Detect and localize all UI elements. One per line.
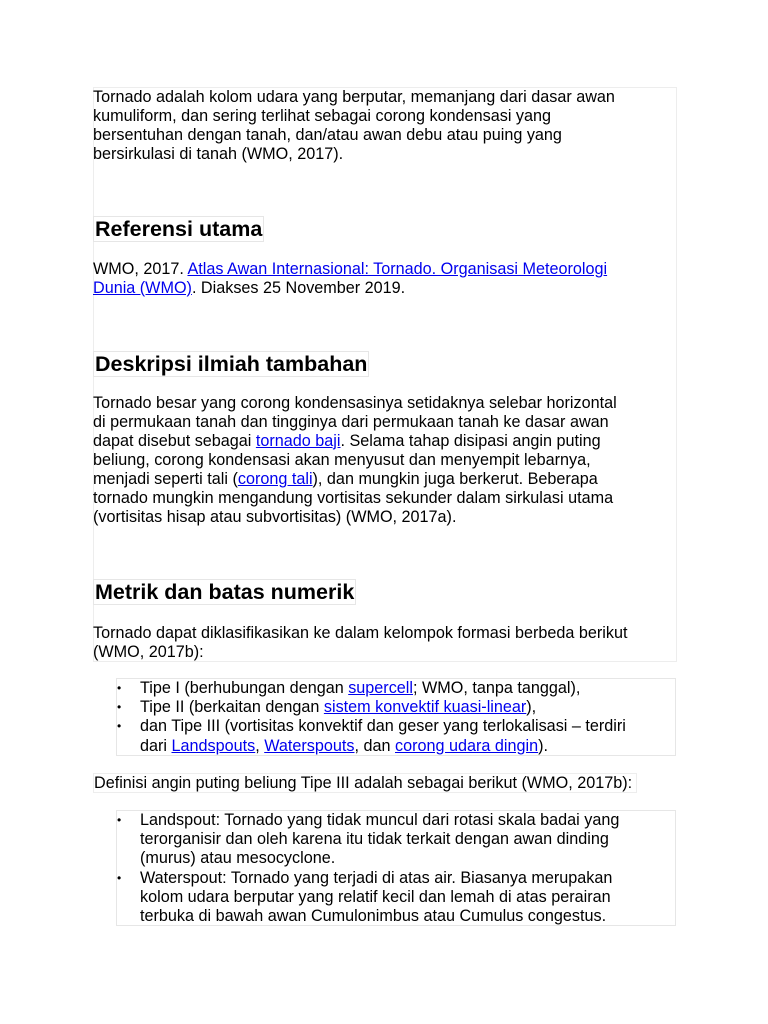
heading-text: Deskripsi ilmiah tambahan xyxy=(95,352,368,376)
link-corong-udara-dingin[interactable]: corong udara dingin xyxy=(395,736,539,755)
item-text: Waterspout: Tornado yang terjadi di atas air. Biasanya merupakan xyxy=(140,868,613,887)
desc-text: ), dan mungkin juga berkerut. Beberapa xyxy=(312,470,598,488)
desc-line: (vortisitas hisap atau subvortisitas) (WMO, 2017a). xyxy=(93,508,457,526)
desc-line xyxy=(93,432,601,451)
desc-line: di permukaan tanah dan tingginya dari permukaan tanah ke dasar awan xyxy=(93,413,609,431)
definition-intro xyxy=(93,774,637,793)
heading-text: Referensi utama xyxy=(95,217,263,241)
bullet-icon: • xyxy=(117,813,122,827)
desc-line: tornado mungkin mengandung vortisitas sekunder dalam sirkulasi utama xyxy=(93,489,614,507)
desc-text: dapat disebut sebagai xyxy=(93,432,256,450)
desc-line xyxy=(93,470,598,489)
reference-link[interactable]: Atlas Awan Internasional: Tornado. Organisasi Meteorologi xyxy=(187,260,608,278)
list-item xyxy=(117,698,675,717)
intro-line: kumuliform, dan sering terlihat sebagai corong kondensasi yang xyxy=(93,107,552,125)
link-waterspouts[interactable]: Waterspouts xyxy=(264,736,355,755)
item-text: ). xyxy=(538,736,548,755)
list-item xyxy=(117,811,675,869)
reference-prefix: WMO, 2017. xyxy=(93,260,188,278)
link-landspouts[interactable]: Landspouts xyxy=(171,736,256,755)
item-text: Landspout: Tornado yang tidak muncul dari rotasi skala badai yang xyxy=(140,811,620,829)
bullet-icon: • xyxy=(117,700,122,715)
definitions-list xyxy=(116,810,676,926)
intro-line: Tornado adalah kolom udara yang berputar, memanjang dari dasar awan xyxy=(93,88,615,106)
item-text: terorganisir dan oleh karena itu tidak terkait dengan awan dinding xyxy=(140,830,609,849)
item-text: Tipe II (berkaitan dengan xyxy=(140,698,324,717)
item-text: (murus) atau mesocyclone. xyxy=(140,849,336,868)
bullet-icon: • xyxy=(117,681,122,695)
reference-suffix: . Diakses 25 November 2019. xyxy=(191,279,406,297)
item-text: Tipe I (berhubungan dengan xyxy=(140,679,349,697)
item-text: dari xyxy=(140,736,172,755)
list-item xyxy=(117,679,675,698)
intro-line: bersirkulasi di tanah (WMO, 2017). xyxy=(93,145,344,163)
metric-intro-line: Tornado dapat diklasifikasikan ke dalam kelompok formasi berbeda berikut xyxy=(93,624,628,642)
heading-deskripsi-ilmiah xyxy=(93,351,369,377)
intro-line: bersentuhan dengan tanah, dan/atau awan debu atau puing yang xyxy=(93,126,562,144)
tornado-types-list xyxy=(116,678,676,756)
definition-text: Definisi angin puting beliung Tipe III adalah sebagai berikut (WMO, 2017b): xyxy=(93,773,637,793)
reference-line xyxy=(93,260,607,279)
heading-text: Metrik dan batas numerik xyxy=(95,580,355,604)
metric-intro-line: (WMO, 2017b): xyxy=(93,643,204,661)
desc-line: Tornado besar yang corong kondensasinya setidaknya selebar horizontal xyxy=(93,394,617,412)
item-text: , xyxy=(255,736,265,755)
desc-line: beliung, corong kondensasi akan menyusut dan menyempit lebarnya, xyxy=(93,451,591,469)
heading-metrik xyxy=(93,579,356,605)
link-sistem-konvektif[interactable]: sistem konvektif kuasi-linear xyxy=(323,698,527,717)
bullet-icon: • xyxy=(117,870,122,885)
item-text: dan Tipe III (vortisitas konvektif dan geser yang terlokalisasi – terdiri xyxy=(140,717,626,736)
heading-referensi-utama xyxy=(93,216,264,242)
list-item xyxy=(117,869,675,927)
list-item xyxy=(117,717,675,755)
item-text: ), xyxy=(526,698,537,717)
link-supercell[interactable]: supercell xyxy=(348,679,413,697)
reference-link-cont[interactable]: Dunia (WMO) xyxy=(93,279,192,297)
desc-text: menjadi seperti tali ( xyxy=(93,470,238,488)
link-tornado-baji[interactable]: tornado baji xyxy=(255,432,341,450)
item-text: kolom udara berputar yang relatif kecil dan lemah di atas perairan xyxy=(140,887,611,906)
item-text: terbuka di bawah awan Cumulonimbus atau Cumulus congestus. xyxy=(140,907,607,926)
reference-line xyxy=(93,279,405,298)
bullet-icon: • xyxy=(117,719,122,734)
item-text: ; WMO, tanpa tanggal), xyxy=(413,679,581,697)
desc-text: . Selama tahap disipasi angin puting xyxy=(340,432,601,450)
item-text: , dan xyxy=(354,736,395,755)
link-corong-tali[interactable]: corong tali xyxy=(237,470,313,488)
